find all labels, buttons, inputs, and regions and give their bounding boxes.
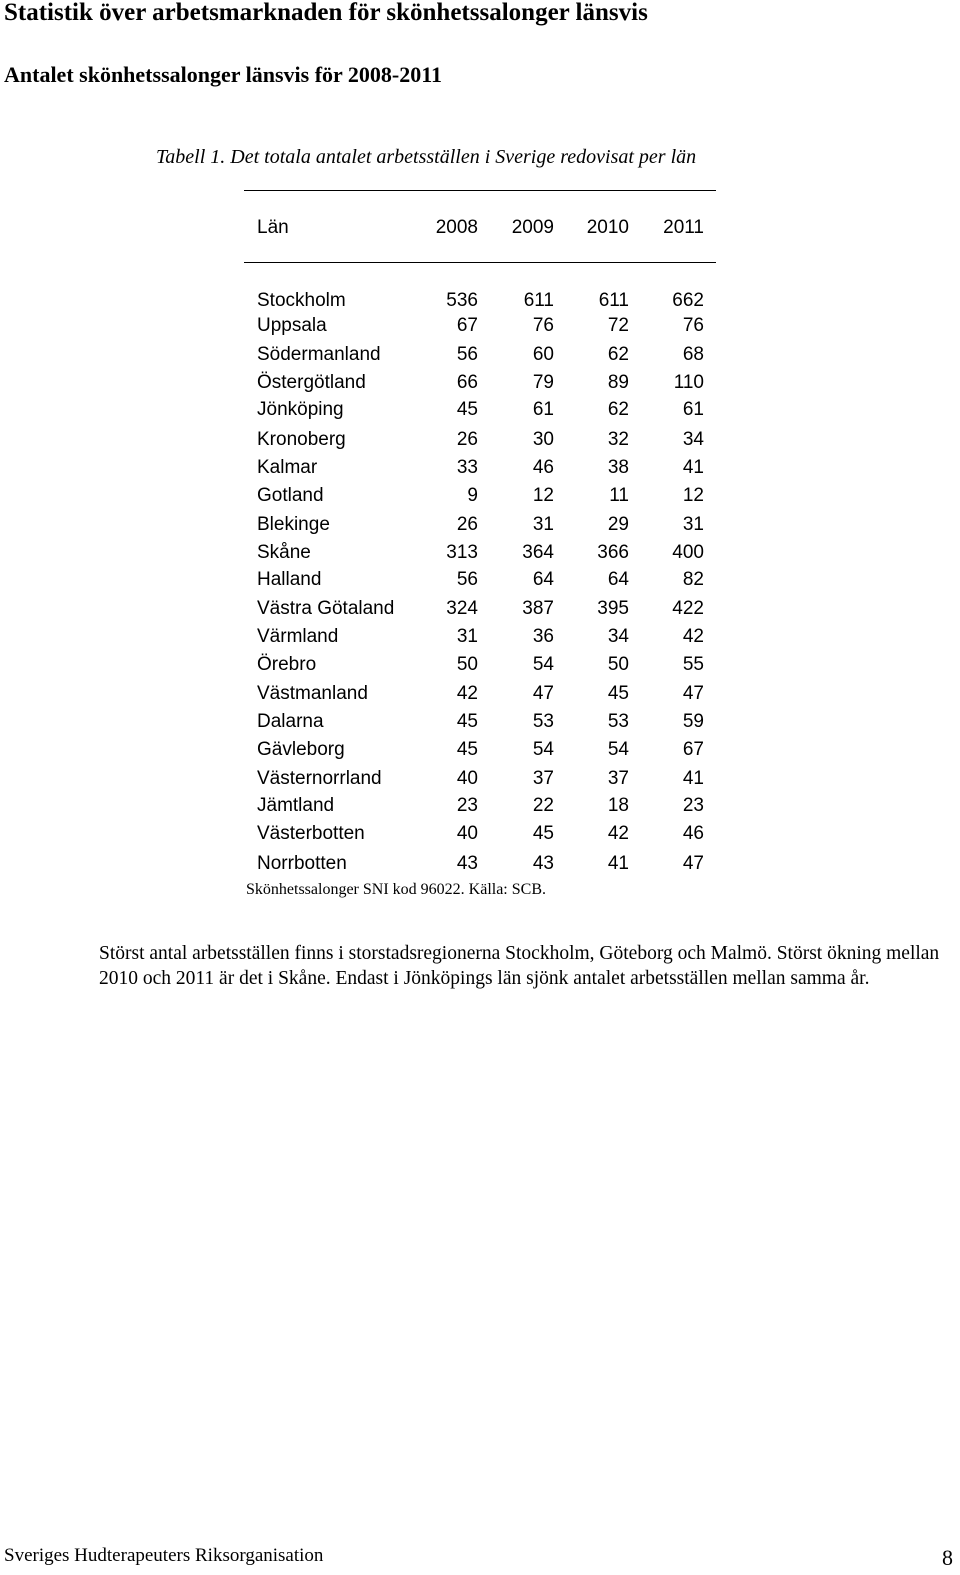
count-cell: 313 <box>446 542 478 563</box>
count-cell: 43 <box>532 853 554 874</box>
count-cell: 11 <box>609 485 629 506</box>
count-cell: 67 <box>682 739 704 760</box>
count-cell: 62 <box>607 399 629 420</box>
count-cell: 23 <box>456 795 478 816</box>
count-cell: 45 <box>456 739 478 760</box>
count-cell: 29 <box>607 514 629 535</box>
column-header-2011: 2011 <box>663 217 704 238</box>
count-cell: 12 <box>532 485 554 506</box>
county-name-cell: Värmland <box>257 626 339 647</box>
count-cell: 54 <box>607 739 629 760</box>
count-cell: 47 <box>682 683 704 704</box>
count-cell: 50 <box>607 654 629 675</box>
count-cell: 61 <box>682 399 704 420</box>
count-cell: 41 <box>682 768 704 789</box>
count-cell: 36 <box>532 626 554 647</box>
count-cell: 40 <box>456 768 478 789</box>
county-name-cell: Skåne <box>257 542 311 563</box>
section-heading: Antalet skönhetssalonger länsvis för 2008-2011 <box>4 62 443 87</box>
count-cell: 62 <box>607 344 629 365</box>
column-header-2008: 2008 <box>435 217 478 238</box>
column-header-lan: Län <box>257 217 289 238</box>
count-cell: 31 <box>532 514 554 535</box>
count-cell: 45 <box>456 711 478 732</box>
count-cell: 611 <box>598 290 629 311</box>
count-cell: 34 <box>607 626 629 647</box>
county-name-cell: Västerbotten <box>257 823 365 844</box>
count-cell: 46 <box>682 823 704 844</box>
count-cell: 43 <box>456 853 478 874</box>
count-cell: 47 <box>532 683 554 704</box>
count-cell: 18 <box>607 795 629 816</box>
count-cell: 79 <box>532 372 554 393</box>
count-cell: 33 <box>456 457 478 478</box>
count-cell: 54 <box>532 739 554 760</box>
column-header-2009: 2009 <box>511 217 554 238</box>
count-cell: 38 <box>607 457 629 478</box>
count-cell: 34 <box>682 429 704 450</box>
count-cell: 395 <box>597 598 629 619</box>
count-cell: 26 <box>456 514 478 535</box>
count-cell: 47 <box>682 853 704 874</box>
count-cell: 82 <box>682 569 704 590</box>
column-header-2010: 2010 <box>586 217 629 238</box>
county-name-cell: Kalmar <box>257 457 318 478</box>
count-cell: 37 <box>532 768 554 789</box>
count-cell: 324 <box>446 598 478 619</box>
count-cell: 22 <box>532 795 554 816</box>
count-cell: 66 <box>456 372 478 393</box>
count-cell: 55 <box>682 654 704 675</box>
county-name-cell: Halland <box>257 569 322 590</box>
county-name-cell: Norrbotten <box>257 853 347 874</box>
count-cell: 422 <box>672 598 704 619</box>
county-name-cell: Kronoberg <box>257 429 346 450</box>
count-cell: 37 <box>607 768 629 789</box>
county-name-cell: Dalarna <box>257 711 324 732</box>
count-cell: 64 <box>532 569 554 590</box>
count-cell: 76 <box>682 315 704 336</box>
body-paragraph <box>99 942 949 991</box>
county-name-cell: Västernorrland <box>257 768 382 789</box>
county-name-cell: Stockholm <box>257 290 346 311</box>
county-name-cell: Östergötland <box>257 372 366 393</box>
county-name-cell: Örebro <box>257 654 317 675</box>
count-cell: 76 <box>532 315 554 336</box>
paragraph-text: Störst antal arbetsställen finns i storstadsregionerna Stockholm, Göteborg och Malmö. Störst ökning mellan 2010 och 2011 är det i Skåne. Endast i Jönköpings län sjönk antalet arbetsställen mellan samma år. <box>99 943 940 989</box>
count-cell: 42 <box>456 683 478 704</box>
count-cell: 611 <box>523 290 554 311</box>
table-source-note: Skönhetssalonger SNI kod 96022. Källa: SCB. <box>246 881 546 898</box>
count-cell: 41 <box>607 853 629 874</box>
county-name-cell: Uppsala <box>257 315 327 336</box>
count-cell: 46 <box>532 457 554 478</box>
count-cell: 53 <box>607 711 629 732</box>
count-cell: 26 <box>456 429 478 450</box>
count-cell: 9 <box>467 485 478 506</box>
count-cell: 50 <box>456 654 478 675</box>
county-name-cell: Södermanland <box>257 344 381 365</box>
count-cell: 45 <box>532 823 554 844</box>
table-top-rule <box>244 190 716 191</box>
count-cell: 54 <box>532 654 554 675</box>
count-cell: 89 <box>607 372 629 393</box>
count-cell: 400 <box>672 542 704 563</box>
page-number: 8 <box>942 1545 953 1570</box>
count-cell: 68 <box>682 344 704 365</box>
table-header-rule <box>244 262 716 263</box>
count-cell: 32 <box>607 429 629 450</box>
count-cell: 53 <box>532 711 554 732</box>
count-cell: 61 <box>532 399 554 420</box>
count-cell: 42 <box>682 626 704 647</box>
county-name-cell: Blekinge <box>257 514 330 535</box>
count-cell: 45 <box>607 683 629 704</box>
count-cell: 387 <box>522 598 554 619</box>
county-name-cell: Gävleborg <box>257 739 345 760</box>
county-name-cell: Västmanland <box>257 683 368 704</box>
count-cell: 662 <box>672 290 704 311</box>
county-name-cell: Västra Götaland <box>257 598 395 619</box>
count-cell: 31 <box>682 514 704 535</box>
count-cell: 56 <box>456 344 478 365</box>
count-cell: 30 <box>532 429 554 450</box>
count-cell: 45 <box>456 399 478 420</box>
count-cell: 31 <box>456 626 478 647</box>
count-cell: 64 <box>607 569 629 590</box>
count-cell: 40 <box>456 823 478 844</box>
county-name-cell: Gotland <box>257 485 324 506</box>
count-cell: 72 <box>607 315 629 336</box>
count-cell: 110 <box>673 372 704 393</box>
count-cell: 536 <box>446 290 478 311</box>
county-name-cell: Jönköping <box>257 399 344 420</box>
count-cell: 364 <box>522 542 554 563</box>
table-caption: Tabell 1. Det totala antalet arbetsställen i Sverige redovisat per län <box>156 146 697 168</box>
count-cell: 42 <box>607 823 629 844</box>
count-cell: 59 <box>682 711 704 732</box>
count-cell: 366 <box>597 542 629 563</box>
count-cell: 23 <box>682 795 704 816</box>
count-cell: 56 <box>456 569 478 590</box>
count-cell: 60 <box>532 344 554 365</box>
count-cell: 12 <box>682 485 704 506</box>
page-heading: Statistik över arbetsmarknaden för skönhetssalonger länsvis <box>4 0 648 26</box>
count-cell: 67 <box>456 315 478 336</box>
count-cell: 41 <box>682 457 704 478</box>
county-name-cell: Jämtland <box>257 795 335 816</box>
footer-organization: Sveriges Hudterapeuters Riksorganisation <box>4 1545 324 1566</box>
